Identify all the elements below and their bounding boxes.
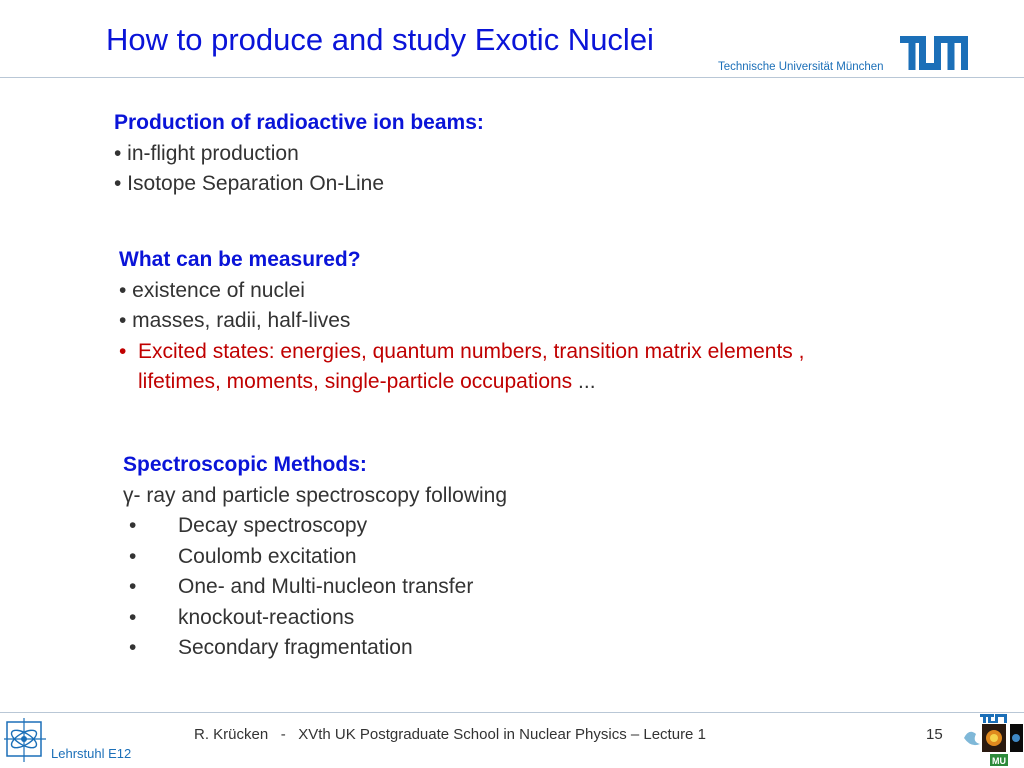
- list-item: • in-flight production: [114, 141, 299, 165]
- list-item-label: Coulomb excitation: [178, 544, 357, 568]
- chair-label: Lehrstuhl E12: [51, 746, 132, 761]
- list-item-label: Secondary fragmentation: [178, 636, 413, 659]
- list-item: [123, 542, 507, 573]
- section-heading: Production of radioactive ion beams:: [114, 111, 484, 134]
- page-number: 15: [926, 726, 943, 743]
- intro-line: γ- ray and particle spectroscopy following: [123, 483, 508, 507]
- highlight-item: [119, 337, 804, 398]
- bullet: •: [119, 339, 127, 363]
- list-item: • masses, radii, half-lives: [119, 309, 351, 332]
- production-section: [114, 108, 484, 200]
- e12-logo: [4, 718, 46, 762]
- list-item: [123, 633, 507, 664]
- bullet: •: [129, 636, 137, 659]
- list-item: [123, 511, 507, 542]
- methods-section: [123, 450, 507, 664]
- header-divider: [0, 77, 1024, 78]
- highlight-line: Excited states: energies, quantum numbers, transition matrix elements ,: [138, 339, 805, 363]
- ellipsis: ...: [572, 370, 596, 393]
- footer-divider: [0, 712, 1024, 713]
- list-item: • Isotope Separation On-Line: [114, 172, 385, 195]
- list-item-label: knockout-reactions: [178, 605, 355, 629]
- list-item: • existence of nuclei: [119, 278, 305, 302]
- tum-logo: [900, 36, 968, 70]
- list-item: [123, 572, 507, 603]
- slide-title: How to produce and study Exotic Nuclei: [106, 22, 654, 57]
- measurement-section: [119, 245, 804, 398]
- list-item-label: Decay spectroscopy: [178, 514, 368, 537]
- list-item-label: One- and Multi-nucleon transfer: [178, 575, 474, 598]
- bullet: •: [129, 575, 137, 598]
- bullet: •: [129, 544, 137, 568]
- bullet: •: [129, 514, 137, 537]
- section-heading: What can be measured?: [119, 248, 361, 271]
- university-name: Technische Universität München: [718, 61, 884, 73]
- footer-text: R. Krücken - XVth UK Postgraduate School in Nuclear Physics – Lecture 1: [194, 726, 706, 743]
- section-heading: Spectroscopic Methods:: [123, 453, 367, 476]
- tum-lmu-logo: [962, 714, 1024, 768]
- highlight-line: lifetimes, moments, single-particle occupations: [138, 370, 573, 393]
- list-item: [123, 603, 507, 634]
- svg-text:MU: MU: [992, 756, 1006, 766]
- bullet: •: [129, 605, 137, 629]
